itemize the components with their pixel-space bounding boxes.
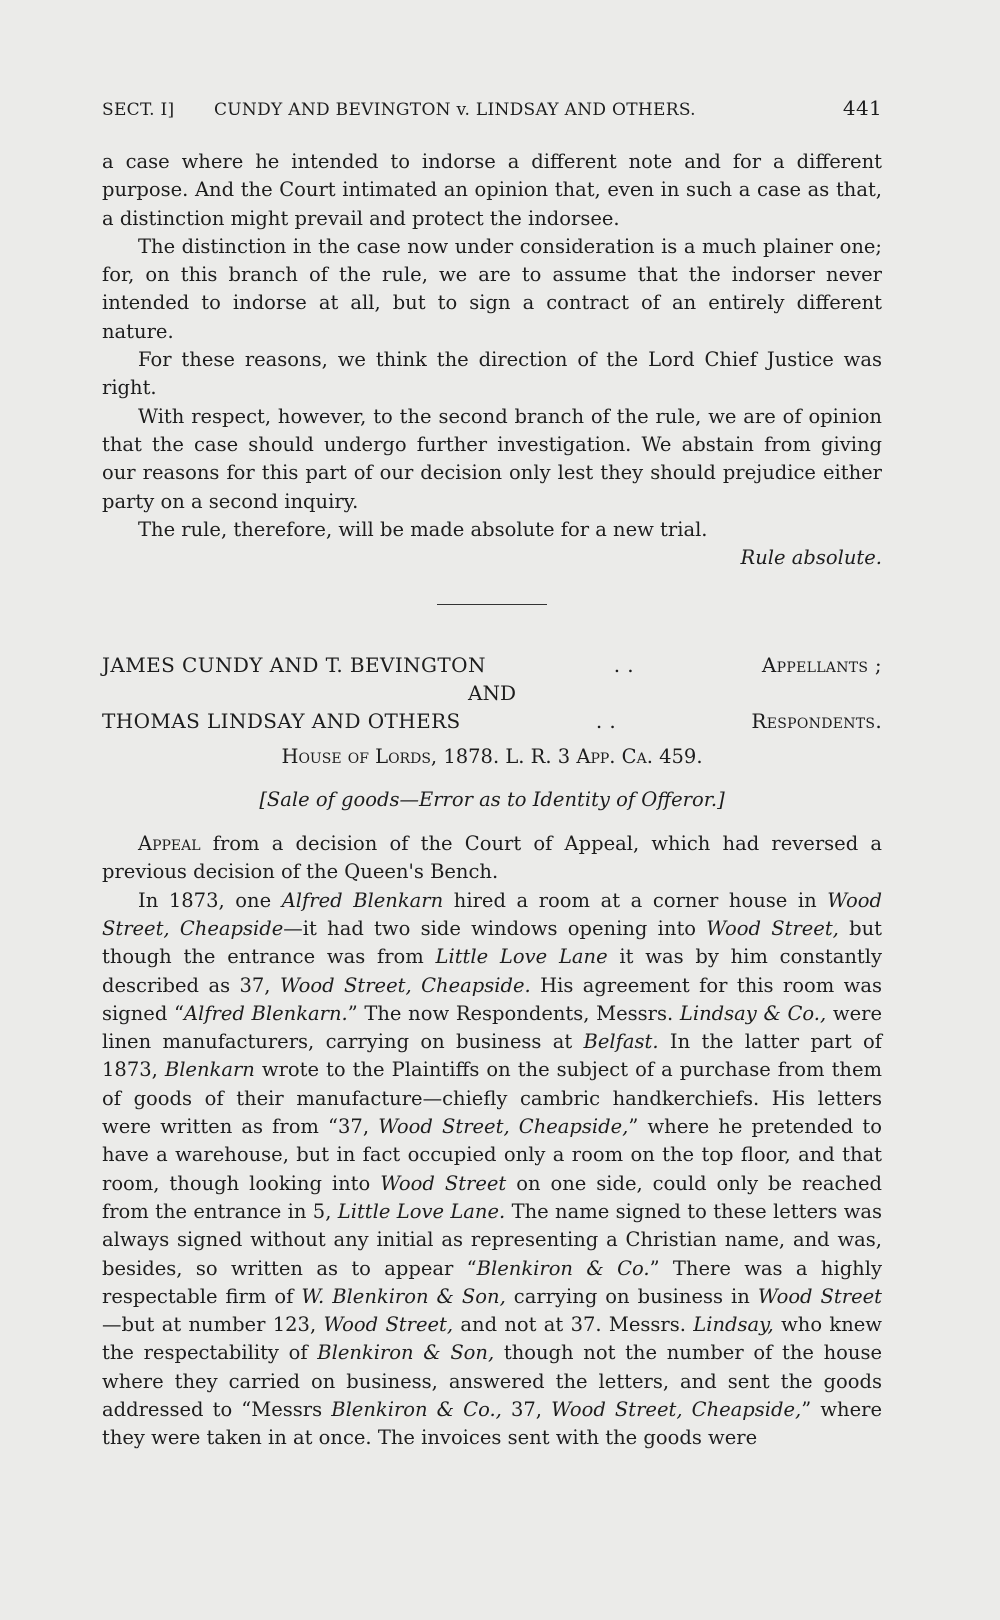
page-number: 441 bbox=[842, 96, 882, 120]
paragraph: For these reasons, we think the direction of the Lord Chief Justice was right. bbox=[102, 348, 882, 400]
paragraph: a case where he intended to indorse a different note and for a different purpose. And the Court intimated an opinion that, even in such a case as that, a distinction might prevail and protect the indorsee. bbox=[102, 150, 882, 230]
text-run-italic: Lindsay & Co., bbox=[679, 1001, 827, 1025]
rule-absolute: Rule absolute. bbox=[740, 546, 882, 570]
and-word: AND bbox=[468, 681, 516, 706]
text-run: The name signed to these letters was always signed without any initial as representing a Christian name, and was, besides, so written as to appear “ bbox=[102, 1199, 883, 1280]
leader-dots: . . bbox=[595, 709, 617, 734]
respondents-names: THOMAS LINDSAY AND OTHERS bbox=[102, 709, 461, 734]
text-run: carrying on business in bbox=[505, 1284, 758, 1308]
text-run: —but at number 123, bbox=[102, 1313, 324, 1337]
text-run: it was by him constantly described as 37, bbox=[102, 945, 883, 997]
text-run-italic: Blenkiron & Son, bbox=[317, 1341, 495, 1365]
appeal-paragraph bbox=[102, 830, 882, 887]
appeal-lead-word: Appeal bbox=[138, 832, 201, 856]
appellants-names: JAMES CUNDY AND T. BEVINGTON bbox=[102, 653, 486, 678]
case-caption bbox=[102, 651, 882, 735]
text-run: ” where he pretended to have a warehouse, but in fact occupied only a room on the top floor, and that room, though looking into bbox=[102, 1115, 882, 1195]
text-run-italic: Wood Street, Cheapside bbox=[102, 888, 882, 940]
text-run-italic: Little Love Lane bbox=[435, 945, 608, 969]
text-run: ” The now Respondents, Messrs. bbox=[347, 1001, 680, 1025]
text-run: were linen manufacturers, carrying on business at bbox=[102, 1001, 882, 1054]
text-run: wrote to the Plaintiffs on the subject of a purchase from them of goods of their manufacture—chiefly cambric handkerchiefs. His letters were written as from “37, bbox=[102, 1058, 882, 1139]
text-run-italic: Lindsay, bbox=[693, 1313, 774, 1337]
paragraph: The distinction in the case now under consideration is a much plainer one; for, on this branch of the rule, we are to assume that the indorser never intended to indorse at all, but to sign a contract of an entirely different nature. bbox=[102, 234, 882, 343]
appellants-row bbox=[102, 651, 882, 679]
appeal-text: from a decision of the Court of Appeal, which had reversed a previous decision of the Queen's Bench. bbox=[102, 832, 882, 884]
text-run-italic: Wood Street bbox=[757, 1284, 882, 1308]
paragraph: The rule, therefore, will be made absolute for a new trial. bbox=[138, 517, 708, 541]
text-run-italic: Belfast. bbox=[583, 1030, 659, 1054]
text-run-italic: Blenkiron & Co. bbox=[476, 1256, 650, 1280]
section-label: SECT. I] bbox=[102, 100, 175, 120]
text-run-italic: Wood Street, bbox=[323, 1313, 454, 1337]
narrative-paragraph bbox=[102, 887, 882, 1453]
text-run: 37, bbox=[501, 1397, 552, 1421]
text-run: but though the entrance was from bbox=[102, 916, 882, 969]
text-run: hired a room at a corner house in bbox=[443, 888, 828, 912]
text-run: and not at 37. Messrs. bbox=[453, 1313, 694, 1337]
text-run: In 1873, one bbox=[138, 888, 282, 912]
paragraph: With respect, however, to the second branch of the rule, we are of opinion that the case should undergo further investigation. We abstain from giving our reasons for this part of our decision only lest they should prejudice either party on a second inquiry. bbox=[102, 404, 882, 513]
running-title: CUNDY AND BEVINGTON v. LINDSAY AND OTHERS. bbox=[214, 100, 696, 120]
text-run-italic: Alfred Blenkarn. bbox=[183, 1001, 348, 1025]
text-run: who knew the respectability of bbox=[102, 1313, 882, 1365]
respondents-label: Respondents. bbox=[751, 709, 882, 734]
court-citation: House of Lords, 1878. L. R. 3 App. Ca. 459. bbox=[281, 745, 703, 769]
text-run: In the latter part of 1873, bbox=[102, 1030, 882, 1082]
leader-dots: . . bbox=[613, 653, 635, 678]
text-run-italic: W. Blenkiron & Son, bbox=[301, 1284, 506, 1308]
appellants-label: Appellants ; bbox=[761, 653, 882, 678]
text-run-italic: Blenkarn bbox=[164, 1058, 255, 1082]
text-run: on one side, could only be reached from the entrance in 5, bbox=[102, 1171, 882, 1223]
section-divider bbox=[437, 604, 547, 605]
page-body bbox=[102, 148, 882, 1453]
text-run-italic: Wood Street, Cheapside, bbox=[378, 1115, 629, 1139]
text-run-italic: Wood Street, bbox=[706, 916, 839, 940]
text-run-italic: Alfred Blenkarn bbox=[281, 888, 444, 912]
text-run: though not the number of the house where they carried on business, answered the letters, and sent the goods addressed to “Messrs bbox=[102, 1341, 883, 1421]
text-run: His agreement for this room was signed “ bbox=[102, 973, 882, 1025]
text-run-italic: Wood Street, Cheapside, bbox=[551, 1397, 802, 1421]
text-run: —it had two side windows opening into bbox=[283, 916, 707, 940]
case-topic: [Sale of goods—Error as to Identity of Offeror.] bbox=[259, 787, 725, 811]
text-run: ” where they were taken in at once. The invoices sent with the goods were bbox=[102, 1397, 882, 1450]
text-run-italic: Blenkiron & Co., bbox=[331, 1397, 502, 1421]
text-run-italic: Wood Street bbox=[380, 1171, 507, 1195]
text-run-italic: Wood Street, Cheapside. bbox=[279, 973, 531, 997]
respondents-row bbox=[102, 707, 882, 735]
running-header bbox=[102, 96, 882, 126]
text-run-italic: Little Love Lane. bbox=[337, 1199, 506, 1223]
text-run: ” There was a highly respectable firm of bbox=[102, 1256, 882, 1308]
